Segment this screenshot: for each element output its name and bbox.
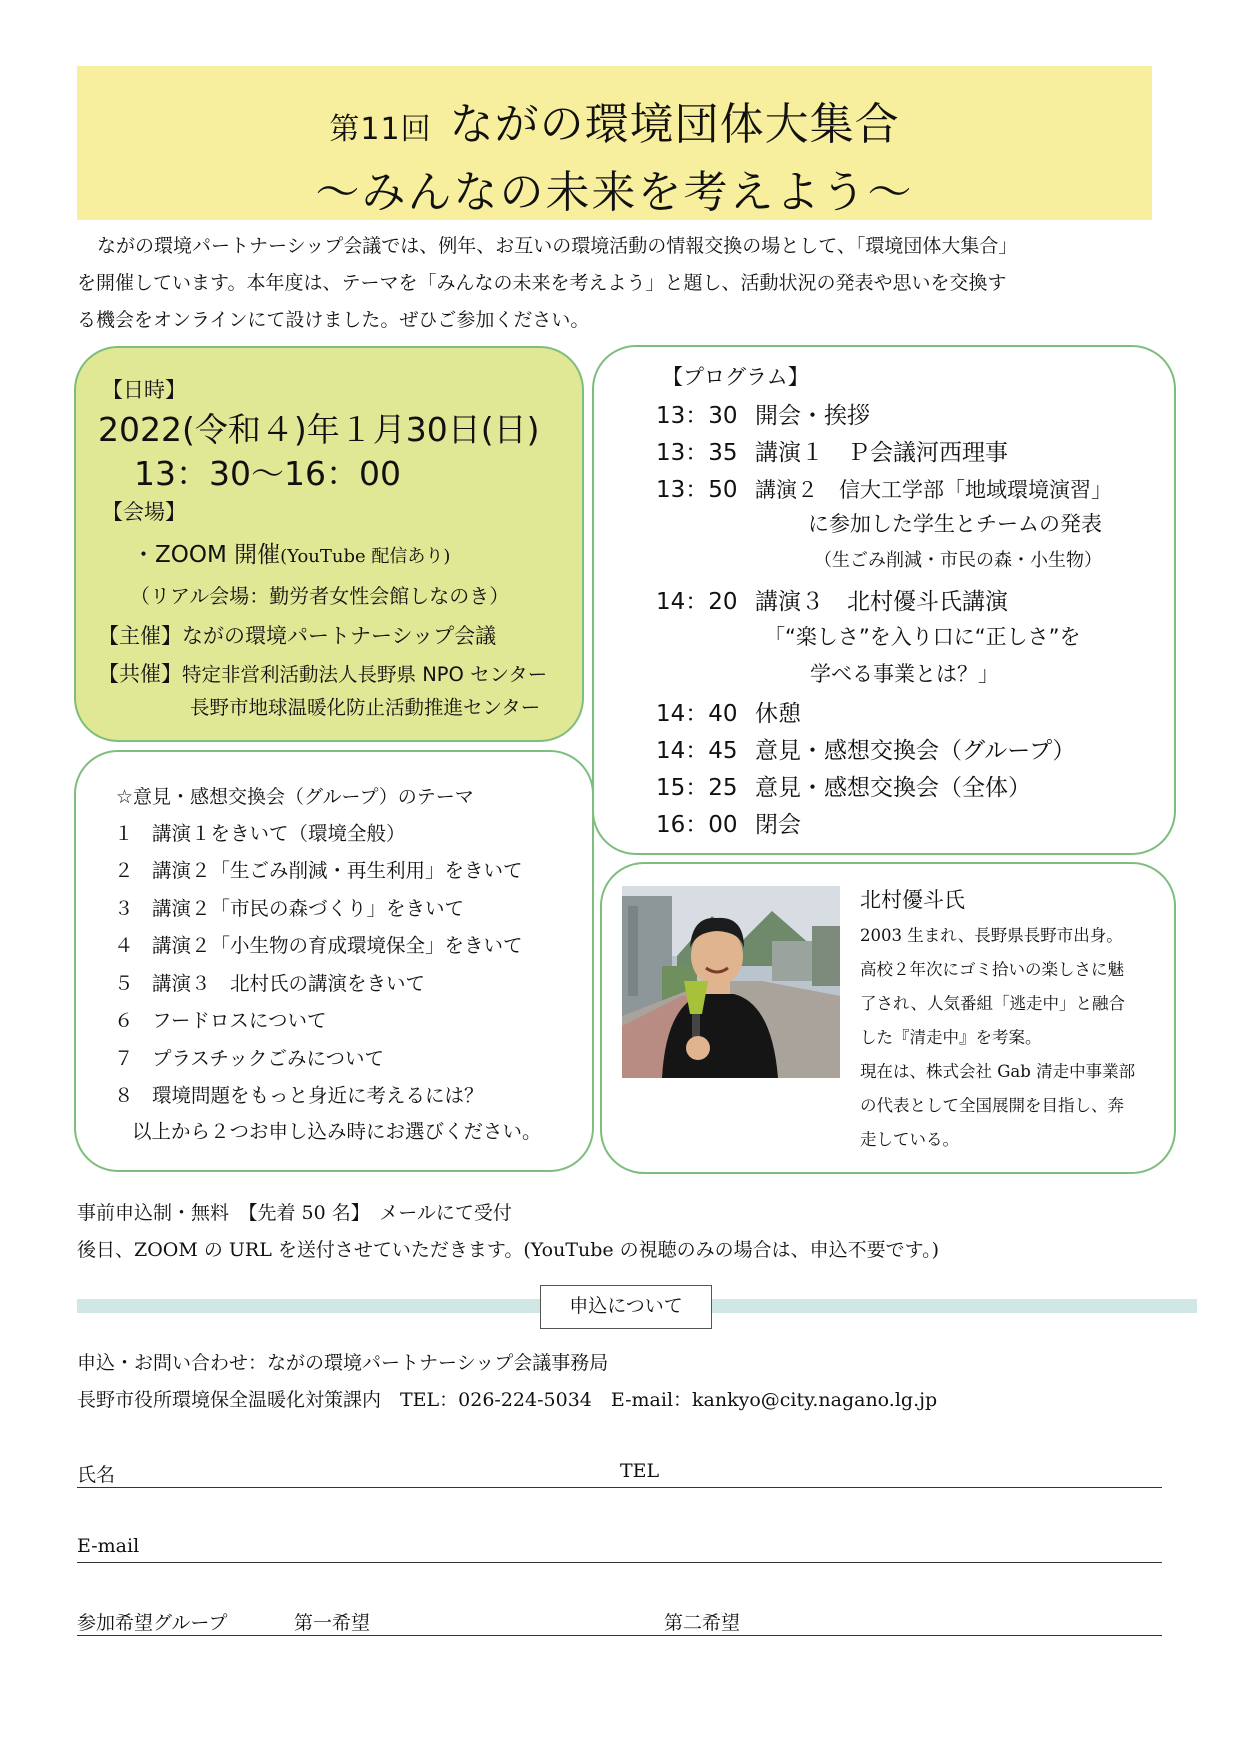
themes-heading: ☆意見・感想交換会（グループ）のテーマ xyxy=(116,786,474,808)
theme-item xyxy=(114,968,425,996)
theme-item xyxy=(114,1043,384,1071)
theme-text: 講演３ 北村氏の講演をきいて xyxy=(152,972,426,995)
theme-item xyxy=(114,893,464,921)
program-item xyxy=(656,695,801,728)
event-time: 13：30〜16：00 xyxy=(134,454,401,493)
speaker-name: 北村優斗氏 xyxy=(860,888,965,912)
theme-text: 講演１をきいて（環境全般） xyxy=(152,822,406,845)
program-time: 16：00 xyxy=(656,812,738,838)
program-item-continued: 「“楽しさ”を入り口に“正しさ”を xyxy=(764,625,1081,649)
intro-line: る機会をオンラインにて設けました。ぜひご参加ください。 xyxy=(77,309,590,331)
title-banner xyxy=(77,66,1152,220)
discussion-themes-box xyxy=(74,750,594,1172)
contact-office: 申込・お問い合わせ：ながの環境パートナーシップ会議事務局 xyxy=(77,1352,609,1374)
theme-number: １ xyxy=(114,822,134,845)
program-item-continued: に参加した学生とチームの発表 xyxy=(808,512,1102,536)
cohost-row xyxy=(98,658,547,688)
section-label: 申込について xyxy=(540,1285,712,1329)
form-group-label: 参加希望グループ xyxy=(77,1612,228,1634)
host-row xyxy=(98,620,496,650)
program-item-continued: 学べる事業とは？」 xyxy=(810,662,999,686)
speaker-bio-line: 高校２年次にゴミ拾いの楽しさに魅 xyxy=(860,960,1124,979)
theme-text: 講演２「市民の森づくり」をきいて xyxy=(152,897,465,920)
host-name: ながの環境パートナーシップ会議 xyxy=(182,624,497,648)
program-item xyxy=(656,732,1075,765)
program-time: 14：20 xyxy=(656,589,738,615)
cohost-name-1: 特定非営利活動法人長野県 NPO センター xyxy=(182,663,548,686)
program-text: 意見・感想交換会（全体） xyxy=(755,775,1031,801)
event-date: 2022(令和４)年１月30日(日) xyxy=(98,410,540,449)
program-heading: 【プログラム】 xyxy=(662,365,809,389)
theme-item xyxy=(114,930,523,958)
program-item xyxy=(656,434,1008,467)
registration-terms: 事前申込制・無料 【先着 50 名】 メールにて受付 xyxy=(77,1202,512,1224)
intro-line: を開催しています。本年度は、テーマを「みんなの未来を考えよう」と題し、活動状況の発表や思いを交換す xyxy=(77,272,1007,294)
program-text: 講演２ 信大工学部「地域環境演習」 xyxy=(755,478,1112,502)
theme-item xyxy=(114,855,523,883)
program-item xyxy=(656,397,870,430)
theme-text: 講演２「小生物の育成環境保全」をきいて xyxy=(152,934,523,957)
venue-real: （リアル会場：勤労者女性会館しなのき） xyxy=(130,584,510,608)
program-time: 13：50 xyxy=(656,477,738,503)
venue-name: ・ZOOM 開催 xyxy=(132,542,281,568)
theme-number: ３ xyxy=(114,897,134,920)
theme-number: ８ xyxy=(114,1084,134,1107)
intro-paragraph xyxy=(77,228,1157,339)
program-time: 14：45 xyxy=(656,738,738,764)
event-name: ながの環境団体大集合 xyxy=(449,99,900,150)
speaker-bio-line: 現在は、株式会社 Gab 清走中事業部 xyxy=(860,1062,1136,1081)
theme-number: ５ xyxy=(114,972,134,995)
host-label: 【主催】 xyxy=(98,624,182,648)
program-text: 意見・感想交換会（グループ） xyxy=(755,738,1076,764)
program-item xyxy=(656,471,1112,504)
speaker-bio-line: した『清走中』を考案。 xyxy=(860,1028,1042,1047)
program-item xyxy=(656,769,1031,802)
theme-number: ７ xyxy=(114,1047,134,1070)
program-box xyxy=(592,345,1176,855)
program-text: 閉会 xyxy=(755,812,801,838)
form-tel-label: TEL xyxy=(620,1460,660,1482)
page-title xyxy=(77,88,1152,152)
speaker-bio-line: 了され、人気番組「逃走中」と融合 xyxy=(860,994,1125,1013)
theme-item xyxy=(114,1080,484,1108)
theme-text: プラスチックごみについて xyxy=(152,1047,385,1070)
program-time: 15：25 xyxy=(656,775,738,801)
theme-item xyxy=(114,818,406,846)
date-label: 【日時】 xyxy=(102,378,186,402)
edition-number: 第11回 xyxy=(329,112,432,147)
program-text: 休憩 xyxy=(755,701,801,727)
venue-label: 【会場】 xyxy=(102,500,186,524)
speaker-bio-line: 2003 生まれ、長野県長野市出身。 xyxy=(860,926,1123,945)
form-name-label: 氏名 xyxy=(77,1464,116,1486)
form-first-choice-label: 第一希望 xyxy=(294,1612,371,1634)
theme-number: ６ xyxy=(114,1009,134,1032)
contact-details: 長野市役所環境保全温暖化対策課内 TEL：026-224-5034 E-mail：kankyo@city.nagano.lg.jp xyxy=(77,1389,938,1411)
theme-number: ２ xyxy=(114,859,134,882)
page-subtitle: 〜みんなの未来を考えよう〜 xyxy=(315,167,914,218)
theme-item xyxy=(114,1005,327,1033)
cohost-name-2: 長野市地球温暖化防止活動推進センター xyxy=(190,696,541,719)
program-item-continued: （生ごみ削減・市民の森・小生物） xyxy=(814,550,1102,571)
program-item xyxy=(656,583,1008,616)
theme-number: ４ xyxy=(114,934,134,957)
cohost-label: 【共催】 xyxy=(98,662,182,686)
event-info-box xyxy=(74,346,584,742)
intro-line: ながの環境パートナーシップ会議では、例年、お互いの環境活動の情報交換の場として、「環境団体大集合」 xyxy=(97,235,1018,257)
program-text: 開会・挨拶 xyxy=(755,403,870,429)
program-item xyxy=(656,806,801,839)
program-text: 講演１ Ｐ会議河西理事 xyxy=(755,440,1008,466)
program-time: 13：30 xyxy=(656,403,738,429)
speaker-photo xyxy=(622,886,840,1078)
speaker-bio-line: 走している。 xyxy=(860,1130,959,1149)
form-name-tel-field[interactable] xyxy=(77,1486,1162,1488)
program-text: 講演３ 北村優斗氏講演 xyxy=(755,589,1008,615)
form-email-label: E-mail xyxy=(77,1535,140,1557)
theme-text: 環境問題をもっと身近に考えるには？ xyxy=(152,1084,484,1107)
speaker-bio-line: の代表として全国展開を目指し、奔 xyxy=(860,1096,1124,1115)
theme-text: 講演２「生ごみ削減・再生利用」をきいて xyxy=(152,859,523,882)
form-group-field[interactable] xyxy=(77,1634,1162,1636)
speaker-profile-box xyxy=(600,862,1176,1174)
themes-note: 以上から２つお申し込み時にお選びください。 xyxy=(132,1120,542,1143)
form-second-choice-label: 第二希望 xyxy=(664,1612,741,1634)
registration-zoom-note: 後日、ZOOM の URL を送付させていただきます。(YouTube の視聴のみの場合は、申込不要です。) xyxy=(77,1239,940,1261)
program-time: 14：40 xyxy=(656,701,738,727)
venue-note: (YouTube 配信あり) xyxy=(280,546,451,567)
theme-text: フードロスについて xyxy=(152,1009,327,1032)
form-email-field[interactable] xyxy=(77,1561,1162,1563)
program-time: 13：35 xyxy=(656,440,738,466)
venue-online xyxy=(132,536,450,569)
